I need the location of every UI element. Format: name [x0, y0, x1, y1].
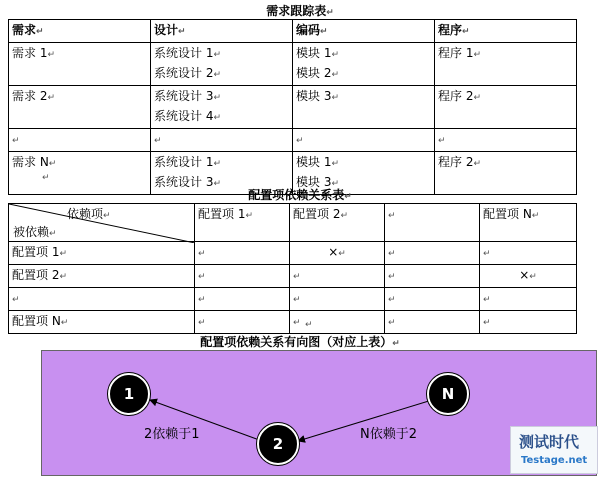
table-cell: ↵	[195, 242, 290, 265]
logo-text-en: Testage.net	[521, 455, 588, 466]
dependency-mark-cell: ×↵	[480, 265, 577, 288]
col-header-cell: 配置项 N↵	[480, 204, 577, 242]
table-cell: ↵	[435, 129, 577, 152]
table-cell	[151, 86, 293, 129]
row-label-cell: 配置项 1↵	[9, 242, 195, 265]
table-row	[9, 288, 577, 311]
paragraph-mark: ↵	[213, 70, 221, 80]
table-cell: ↵	[290, 311, 385, 334]
table-row	[9, 311, 577, 334]
table-cell: ↵	[385, 311, 480, 334]
table-cell: 需求 N↵	[9, 152, 151, 195]
graph-node-N: N	[427, 373, 469, 415]
cell-line: 模块 1	[296, 155, 332, 169]
requirement-tracking-table	[8, 19, 577, 195]
table-cell: ↵	[151, 129, 293, 152]
corner-header-cell	[9, 204, 195, 242]
req-table-title: 需求跟踪表↵	[266, 4, 334, 18]
cell-line: 模块 3	[296, 175, 332, 189]
cell-line: 模块 2	[296, 66, 332, 80]
paragraph-mark: ↵	[331, 93, 339, 103]
paragraph-mark: ↵	[305, 320, 313, 330]
graph-node-1: 1	[108, 373, 150, 415]
paragraph-mark: ↵	[331, 159, 339, 169]
table-cell: ↵	[9, 129, 151, 152]
cell-line: 系统设计 3	[154, 175, 214, 189]
table-cell: ↵	[385, 265, 480, 288]
table-cell	[151, 43, 293, 86]
header-cell: 设计↵	[151, 20, 293, 43]
dep-table-title: 配置项依赖关系表↵	[248, 188, 352, 202]
dependency-table	[8, 203, 577, 334]
table-cell: ↵	[480, 242, 577, 265]
table-cell: ↵	[195, 265, 290, 288]
cell-line: 系统设计 1	[154, 46, 214, 60]
paragraph-mark: ↵	[331, 179, 339, 189]
table-header-row	[9, 20, 577, 43]
corner-label-depended: 被依赖↵	[13, 225, 57, 239]
paragraph-mark: ↵	[42, 173, 50, 183]
cell-line: 系统设计 1	[154, 155, 214, 169]
cell-line: 模块 1	[296, 46, 332, 60]
paragraph-mark: ↵	[331, 70, 339, 80]
graph-title: 配置项依赖关系有向图（对应上表）↵	[200, 335, 400, 349]
paragraph-mark: ↵	[213, 179, 221, 189]
paragraph-mark: ↵	[331, 50, 339, 60]
table-cell: 需求 1↵	[9, 43, 151, 86]
paragraph-mark: ↵	[213, 113, 221, 123]
paragraph-mark: ↵	[213, 159, 221, 169]
table-row	[9, 43, 577, 86]
table-cell: 程序 2↵	[435, 152, 577, 195]
table-cell: ↵	[385, 288, 480, 311]
dependency-mark-cell: ×↵	[290, 242, 385, 265]
table-cell: ↵	[290, 288, 385, 311]
paragraph-mark: ↵	[213, 50, 221, 60]
corner-label-depends: 依赖项↵	[67, 207, 111, 221]
col-header-cell: 配置项 1↵	[195, 204, 290, 242]
cell-line: 系统设计 2	[154, 66, 214, 80]
table-cell	[293, 43, 435, 86]
edge-label-2-depends-1: 2依赖于1	[144, 427, 200, 442]
cell-line: 系统设计 4	[154, 109, 214, 123]
table-cell: ↵	[195, 311, 290, 334]
table-cell: ↵	[293, 129, 435, 152]
table-cell: ↵	[290, 265, 385, 288]
logo-text-cn: 测试时代	[519, 433, 580, 451]
paragraph-mark: ↵	[213, 93, 221, 103]
row-label-cell: 配置项 N↵	[9, 311, 195, 334]
edge-label-N-depends-2: N依赖于2	[360, 427, 417, 442]
table-row	[9, 86, 577, 129]
table-cell: ↵	[385, 242, 480, 265]
cell-line: 模块 3	[296, 89, 332, 103]
col-header-cell: ↵	[385, 204, 480, 242]
col-header-cell: 配置项 2↵	[290, 204, 385, 242]
table-row	[9, 129, 577, 152]
graph-node-2: 2	[257, 423, 299, 465]
table-header-row	[9, 204, 577, 242]
header-cell: 程序↵	[435, 20, 577, 43]
cell-line: 系统设计 3	[154, 89, 214, 103]
header-cell: 需求↵	[9, 20, 151, 43]
table-cell: ↵	[480, 288, 577, 311]
row-label-cell: 配置项 2↵	[9, 265, 195, 288]
table-row	[9, 242, 577, 265]
table-cell: ↵	[480, 311, 577, 334]
header-cell: 编码↵	[293, 20, 435, 43]
table-row	[9, 265, 577, 288]
table-cell	[293, 86, 435, 129]
testage-logo	[510, 426, 598, 474]
row-label-cell: ↵	[9, 288, 195, 311]
table-cell: 需求 2↵	[9, 86, 151, 129]
table-cell: ↵	[195, 288, 290, 311]
table-cell: 程序 1↵	[435, 43, 577, 86]
table-cell: 程序 2↵	[435, 86, 577, 129]
